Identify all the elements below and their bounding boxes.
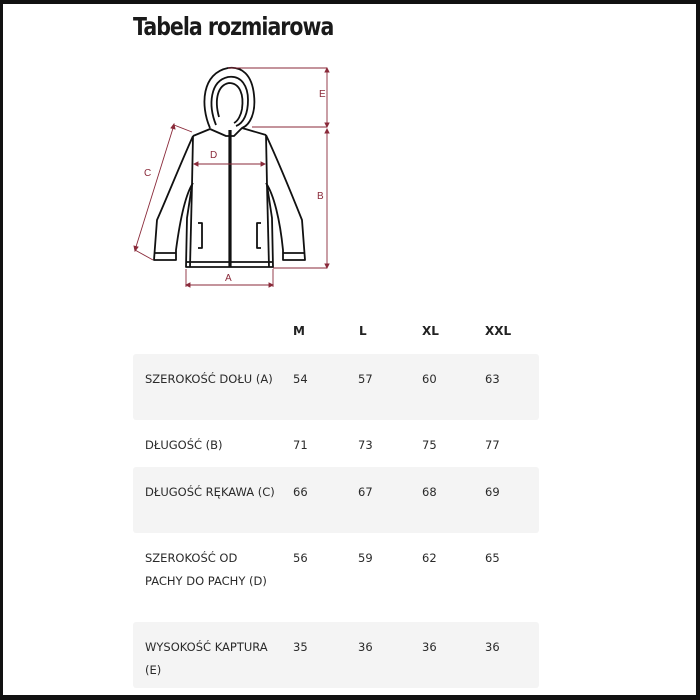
dimension-label-a: A	[225, 273, 232, 284]
row-label: DŁUGOŚĆ RĘKAWA (C)	[145, 485, 275, 499]
jacket-outline-icon	[130, 55, 340, 295]
dimension-label-c: C	[144, 168, 152, 179]
cell-value: 62	[422, 551, 437, 565]
column-header-l: L	[359, 324, 367, 338]
cell-value: 36	[358, 640, 373, 654]
cell-value: 36	[422, 640, 437, 654]
table-row	[133, 467, 539, 533]
cell-value: 59	[358, 551, 373, 565]
table-row	[133, 533, 539, 622]
cell-value: 77	[485, 438, 500, 452]
cell-value: 68	[422, 485, 437, 499]
table-header	[133, 318, 539, 354]
row-label: DŁUGOŚĆ (B)	[145, 438, 223, 452]
cell-value: 73	[358, 438, 373, 452]
column-header-xl: XL	[422, 324, 439, 338]
column-header-xxl: XXL	[485, 324, 512, 338]
table-row	[133, 622, 539, 688]
size-table	[133, 318, 539, 688]
cell-value: 35	[293, 640, 308, 654]
row-label: SZEROKOŚĆ DOŁU (A)	[145, 372, 273, 386]
cell-value: 75	[422, 438, 437, 452]
cell-value: 71	[293, 438, 308, 452]
cell-value: 63	[485, 372, 500, 386]
cell-value: 65	[485, 551, 500, 565]
cell-value: 57	[358, 372, 373, 386]
cell-value: 69	[485, 485, 500, 499]
jacket-diagram	[130, 55, 340, 295]
table-row	[133, 420, 539, 467]
cell-value: 36	[485, 640, 500, 654]
row-label: WYSOKOŚĆ KAPTURA (E)	[145, 640, 268, 677]
cell-value: 67	[358, 485, 373, 499]
cell-value: 66	[293, 485, 308, 499]
dimension-label-e: E	[319, 89, 326, 100]
cell-value: 56	[293, 551, 308, 565]
table-row	[133, 354, 539, 420]
dimension-label-d: D	[210, 150, 218, 161]
page-title: Tabela rozmiarowa	[133, 12, 334, 41]
row-label: SZEROKOŚĆ OD PACHY DO PACHY (D)	[145, 551, 267, 588]
cell-value: 60	[422, 372, 437, 386]
dimension-label-b: B	[317, 191, 324, 202]
column-header-m: M	[293, 324, 305, 338]
cell-value: 54	[293, 372, 308, 386]
